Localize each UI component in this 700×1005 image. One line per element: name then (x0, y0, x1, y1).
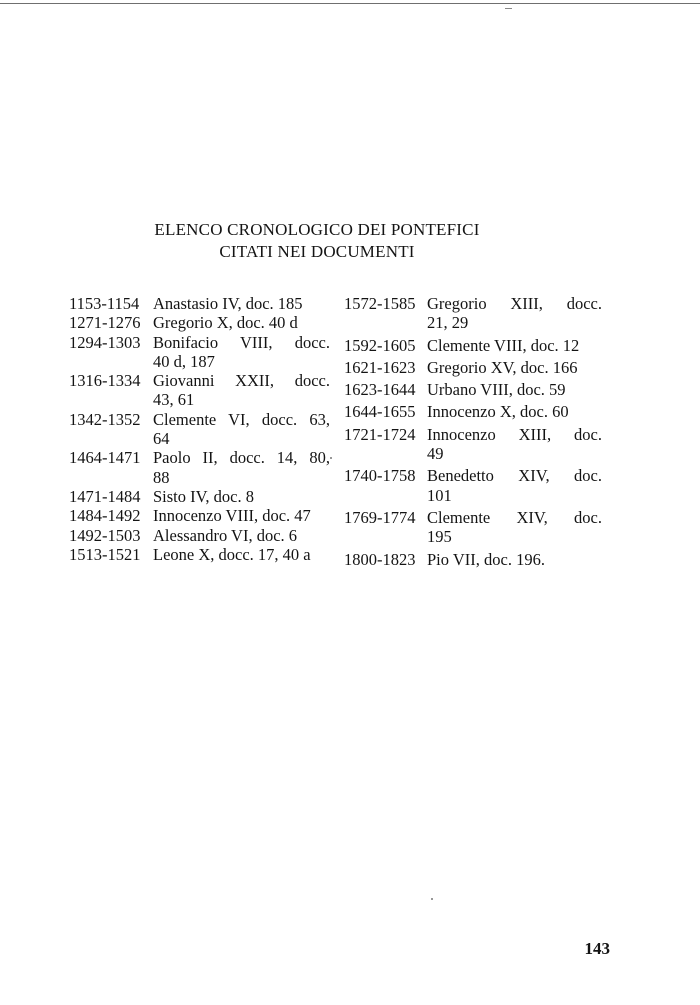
entry-years: 1271-1276 (69, 313, 141, 333)
list-item (69, 313, 330, 332)
entry-years: 1484-1492 (69, 506, 141, 526)
top-border-rule (0, 3, 700, 4)
entry-continuation: 49 (427, 444, 444, 464)
entry-years: 1644-1655 (344, 402, 416, 422)
entry-description (153, 371, 330, 410)
entry-years: 1471-1484 (69, 486, 141, 506)
list-item (69, 294, 330, 313)
entry-continuation: 21, 29 (427, 313, 469, 333)
entry-continuation: 43, 61 (153, 390, 195, 410)
scan-speck (505, 8, 512, 9)
entry-description (427, 336, 602, 355)
entry-continuation: 195 (427, 527, 452, 547)
list-item (344, 425, 602, 464)
entry-line: Innocenzo VIII, doc. 47 (153, 506, 311, 526)
entry-line: Paolo II, docc. 14, 80, (153, 448, 330, 468)
entry-years: 1800-1823 (344, 549, 416, 569)
entry-description (153, 448, 330, 487)
entry-line: Clemente XIV, doc. (427, 507, 602, 527)
entry-description (427, 550, 602, 569)
entry-line: Urbano VIII, doc. 59 (427, 380, 566, 400)
right-column-list (344, 294, 602, 569)
entry-continuation: 64 (153, 429, 170, 449)
entry-description (153, 545, 330, 564)
entry-years: 1721-1724 (344, 424, 416, 444)
list-item (344, 508, 602, 547)
page-title-line-1: ELENCO CRONOLOGICO DEI PONTEFICI (154, 220, 480, 239)
entry-years: 1342-1352 (69, 409, 141, 429)
entry-years: 1492-1503 (69, 525, 141, 545)
entry-line: Gregorio X, doc. 40 d (153, 313, 298, 333)
entry-continuation: 101 (427, 485, 452, 505)
entry-years: 1153-1154 (69, 294, 140, 313)
list-item (344, 550, 602, 569)
list-item (69, 545, 330, 564)
entry-description (153, 410, 330, 449)
entry-line: Leone X, docc. 17, 40 a (153, 544, 311, 564)
list-item (69, 333, 330, 372)
entry-description (153, 313, 330, 332)
entry-description (427, 380, 602, 399)
entry-years: 1464-1471 (69, 448, 141, 468)
list-item (344, 294, 602, 333)
entry-years: 1572-1585 (344, 294, 416, 313)
entry-description (427, 425, 602, 464)
list-item (344, 336, 602, 355)
entry-line: Innocenzo X, doc. 60 (427, 402, 569, 422)
entry-line: Innocenzo XIII, doc. (427, 424, 602, 444)
entry-line: Gregorio XV, doc. 166 (427, 357, 578, 377)
scan-speck (431, 898, 433, 900)
left-column-list (69, 294, 330, 564)
entry-line: Clemente VIII, doc. 12 (427, 335, 580, 355)
entry-years: 1513-1521 (69, 544, 141, 564)
list-item (69, 448, 330, 487)
entry-description (153, 506, 330, 525)
list-item (69, 526, 330, 545)
entry-years: 1769-1774 (344, 507, 416, 527)
page-number: 143 (584, 939, 610, 958)
entry-description (427, 508, 602, 547)
entry-line: Pio VII, doc. 196. (427, 549, 545, 569)
entry-description (153, 526, 330, 545)
entry-line: Sisto IV, doc. 8 (153, 486, 254, 506)
entry-description (153, 294, 330, 313)
list-item (69, 487, 330, 506)
entry-years: 1740-1758 (344, 466, 416, 486)
list-item (69, 506, 330, 525)
entry-description (427, 466, 602, 505)
list-item (344, 358, 602, 377)
entry-years: 1621-1623 (344, 357, 416, 377)
entry-line: Giovanni XXII, docc. (153, 371, 330, 391)
entry-line: Gregorio XIII, docc. (427, 294, 602, 313)
entry-years: 1294-1303 (69, 332, 141, 352)
list-item (344, 402, 602, 421)
entry-line: Alessandro VI, doc. 6 (153, 525, 298, 545)
entry-description (153, 333, 330, 372)
list-item (69, 371, 330, 410)
entry-continuation: 40 d, 187 (153, 351, 215, 371)
entry-years: 1623-1644 (344, 380, 416, 400)
list-item (344, 466, 602, 505)
list-item (69, 410, 330, 449)
entry-line: Benedetto XIV, doc. (427, 466, 602, 486)
entry-line: Clemente VI, docc. 63, (153, 409, 330, 429)
entry-description (427, 402, 602, 421)
scan-speck (330, 457, 332, 459)
entry-line: Bonifacio VIII, docc. (153, 332, 330, 352)
entry-years: 1592-1605 (344, 335, 416, 355)
page-title-line-2: CITATI NEI DOCUMENTI (219, 242, 415, 261)
entry-continuation: 88 (153, 467, 170, 487)
entry-description (427, 358, 602, 377)
entry-description (427, 294, 602, 333)
entry-description (153, 487, 330, 506)
entry-years: 1316-1334 (69, 371, 141, 391)
entry-line: Anastasio IV, doc. 185 (153, 294, 303, 313)
list-item (344, 380, 602, 399)
